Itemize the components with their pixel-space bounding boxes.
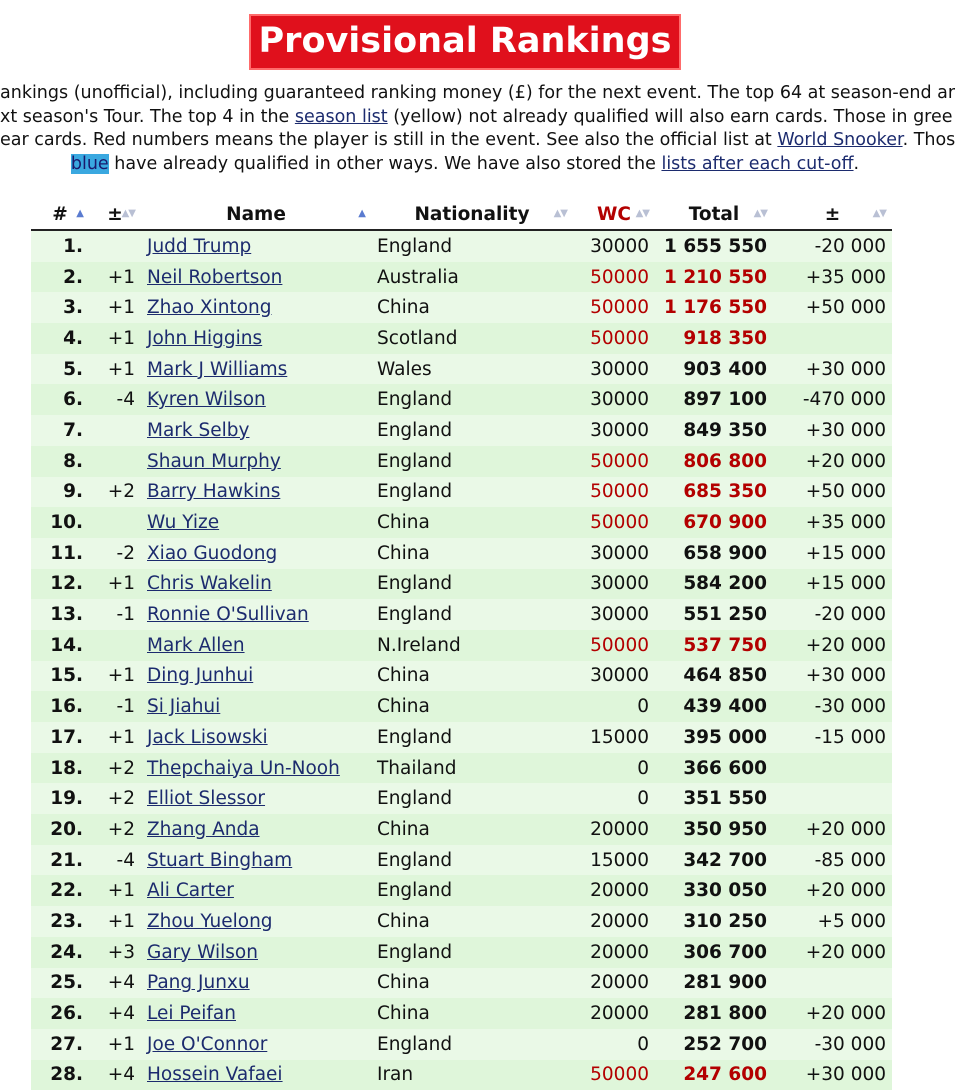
table-row bbox=[31, 292, 892, 323]
player-link[interactable]: Gary Wilson bbox=[147, 941, 258, 963]
nationality-cell: China bbox=[371, 538, 573, 569]
nationality-cell: China bbox=[371, 998, 573, 1029]
table-row bbox=[31, 661, 892, 692]
total-cell: 350 950 bbox=[655, 814, 773, 845]
diff-cell: +35 000 bbox=[773, 507, 892, 538]
change-cell bbox=[89, 415, 141, 446]
wc-cell: 30000 bbox=[573, 569, 655, 600]
total-cell: 918 350 bbox=[655, 323, 773, 354]
name-cell bbox=[141, 477, 371, 508]
header-nationality-label: Nationality bbox=[414, 203, 530, 225]
wc-cell: 50000 bbox=[573, 1060, 655, 1090]
wc-cell: 30000 bbox=[573, 661, 655, 692]
diff-cell: -85 000 bbox=[773, 845, 892, 876]
player-link[interactable]: Xiao Guodong bbox=[147, 542, 278, 564]
wc-cell: 50000 bbox=[573, 262, 655, 293]
wc-cell: 0 bbox=[573, 753, 655, 784]
table-row bbox=[31, 1060, 892, 1090]
name-cell bbox=[141, 753, 371, 784]
name-cell bbox=[141, 814, 371, 845]
change-cell bbox=[89, 630, 141, 661]
nationality-cell: China bbox=[371, 968, 573, 999]
table-row bbox=[31, 998, 892, 1029]
name-cell bbox=[141, 599, 371, 630]
table-row bbox=[31, 875, 892, 906]
name-cell bbox=[141, 446, 371, 477]
total-cell: 551 250 bbox=[655, 599, 773, 630]
intro-text-1: ankings (unofficial), including guaranteed ranking money (£) for the next event. The top 64 at season-end ar bbox=[0, 83, 955, 103]
rank-cell: 26. bbox=[31, 998, 89, 1029]
change-cell: +1 bbox=[89, 875, 141, 906]
change-cell bbox=[89, 230, 141, 262]
change-cell: -2 bbox=[89, 538, 141, 569]
change-cell: +1 bbox=[89, 1029, 141, 1060]
rank-cell: 4. bbox=[31, 323, 89, 354]
intro-line-1 bbox=[0, 82, 955, 106]
wc-cell: 30000 bbox=[573, 354, 655, 385]
table-row bbox=[31, 722, 892, 753]
wc-cell: 50000 bbox=[573, 446, 655, 477]
name-cell bbox=[141, 292, 371, 323]
diff-cell: +15 000 bbox=[773, 569, 892, 600]
table-row bbox=[31, 599, 892, 630]
nationality-cell: England bbox=[371, 722, 573, 753]
player-link[interactable]: Barry Hawkins bbox=[147, 481, 281, 503]
change-cell: +4 bbox=[89, 1060, 141, 1090]
change-cell: +2 bbox=[89, 814, 141, 845]
player-link[interactable]: Stuart Bingham bbox=[147, 849, 293, 871]
name-cell bbox=[141, 538, 371, 569]
diff-cell: -20 000 bbox=[773, 599, 892, 630]
table-row bbox=[31, 630, 892, 661]
nationality-cell: China bbox=[371, 661, 573, 692]
name-cell bbox=[141, 661, 371, 692]
change-cell: -1 bbox=[89, 691, 141, 722]
table-row bbox=[31, 569, 892, 600]
total-cell: 897 100 bbox=[655, 384, 773, 415]
rank-cell: 19. bbox=[31, 783, 89, 814]
change-cell: +4 bbox=[89, 968, 141, 999]
rank-cell: 17. bbox=[31, 722, 89, 753]
total-cell: 464 850 bbox=[655, 661, 773, 692]
wc-cell: 20000 bbox=[573, 968, 655, 999]
rank-cell: 13. bbox=[31, 599, 89, 630]
header-total[interactable] bbox=[655, 199, 773, 230]
nationality-cell: China bbox=[371, 507, 573, 538]
diff-cell: +50 000 bbox=[773, 477, 892, 508]
change-cell: +1 bbox=[89, 569, 141, 600]
name-cell bbox=[141, 415, 371, 446]
table-row bbox=[31, 507, 892, 538]
change-cell: -4 bbox=[89, 845, 141, 876]
total-cell: 903 400 bbox=[655, 354, 773, 385]
nationality-cell: China bbox=[371, 292, 573, 323]
table-row bbox=[31, 1029, 892, 1060]
total-cell: 670 900 bbox=[655, 507, 773, 538]
rank-cell: 1. bbox=[31, 230, 89, 262]
rank-cell: 14. bbox=[31, 630, 89, 661]
diff-cell: +20 000 bbox=[773, 630, 892, 661]
table-row bbox=[31, 446, 892, 477]
nationality-cell: China bbox=[371, 691, 573, 722]
sort-icon: ▲▼ bbox=[872, 208, 886, 219]
header-name[interactable] bbox=[141, 199, 371, 230]
intro-line-2 bbox=[0, 106, 953, 130]
wc-cell: 20000 bbox=[573, 875, 655, 906]
total-cell: 252 700 bbox=[655, 1029, 773, 1060]
player-link[interactable]: Lei Peifan bbox=[147, 1003, 236, 1025]
table-row bbox=[31, 783, 892, 814]
player-link[interactable]: Mark Selby bbox=[147, 419, 250, 441]
diff-cell: +20 000 bbox=[773, 937, 892, 968]
cutoff-lists-link[interactable]: lists after each cut-off bbox=[661, 153, 854, 174]
total-cell: 1 655 550 bbox=[655, 230, 773, 262]
diff-cell: +30 000 bbox=[773, 661, 892, 692]
nationality-cell: England bbox=[371, 875, 573, 906]
nationality-cell: England bbox=[371, 477, 573, 508]
player-link[interactable]: Thepchaiya Un-Nooh bbox=[147, 757, 340, 779]
nationality-cell: Iran bbox=[371, 1060, 573, 1090]
nationality-cell: China bbox=[371, 906, 573, 937]
diff-cell: +50 000 bbox=[773, 292, 892, 323]
name-cell bbox=[141, 875, 371, 906]
header-wc-label: WC bbox=[597, 203, 631, 225]
header-change[interactable] bbox=[89, 199, 141, 230]
player-link[interactable]: Ding Junhui bbox=[147, 665, 254, 687]
name-cell bbox=[141, 691, 371, 722]
name-cell bbox=[141, 1060, 371, 1090]
name-cell bbox=[141, 323, 371, 354]
intro-text-2a: xt season's Tour. The top 4 in the bbox=[0, 106, 295, 127]
name-cell bbox=[141, 845, 371, 876]
intro-text-2b: (yellow) not already qualified will also earn cards. Those in gree bbox=[387, 106, 953, 127]
rank-cell: 21. bbox=[31, 845, 89, 876]
rank-cell: 22. bbox=[31, 875, 89, 906]
change-cell: -1 bbox=[89, 599, 141, 630]
header-diff-label: ± bbox=[824, 203, 841, 225]
change-cell: +1 bbox=[89, 292, 141, 323]
rank-cell: 9. bbox=[31, 477, 89, 508]
player-link[interactable]: Zhang Anda bbox=[147, 818, 260, 840]
rank-cell: 18. bbox=[31, 753, 89, 784]
nationality-cell: England bbox=[371, 783, 573, 814]
wc-cell: 50000 bbox=[573, 630, 655, 661]
header-wc[interactable] bbox=[573, 199, 655, 230]
change-cell: +2 bbox=[89, 477, 141, 508]
nationality-cell: England bbox=[371, 845, 573, 876]
wc-cell: 50000 bbox=[573, 323, 655, 354]
diff-cell: +15 000 bbox=[773, 538, 892, 569]
rank-cell: 23. bbox=[31, 906, 89, 937]
sort-asc-icon: ▲ bbox=[358, 208, 365, 219]
name-cell bbox=[141, 569, 371, 600]
player-link[interactable]: Zhao Xintong bbox=[147, 297, 272, 319]
table-row bbox=[31, 906, 892, 937]
header-total-label: Total bbox=[688, 203, 740, 225]
player-link[interactable]: Ali Carter bbox=[147, 880, 234, 902]
name-cell bbox=[141, 1029, 371, 1060]
intro-text bbox=[0, 82, 955, 176]
sort-icon: ▲▼ bbox=[635, 208, 649, 219]
total-cell: 439 400 bbox=[655, 691, 773, 722]
total-cell: 351 550 bbox=[655, 783, 773, 814]
diff-cell: -30 000 bbox=[773, 691, 892, 722]
wc-cell: 50000 bbox=[573, 477, 655, 508]
header-change-label: ± bbox=[107, 203, 123, 225]
nationality-cell: England bbox=[371, 415, 573, 446]
nationality-cell: China bbox=[371, 814, 573, 845]
player-link[interactable]: Mark J Williams bbox=[147, 358, 288, 380]
rank-cell: 5. bbox=[31, 354, 89, 385]
table-row bbox=[31, 968, 892, 999]
total-cell: 366 600 bbox=[655, 753, 773, 784]
player-link[interactable]: Elliot Slessor bbox=[147, 788, 266, 810]
player-link[interactable]: Neil Robertson bbox=[147, 266, 283, 288]
table-row bbox=[31, 937, 892, 968]
nationality-cell: N.Ireland bbox=[371, 630, 573, 661]
player-link[interactable]: Jack Lisowski bbox=[147, 726, 268, 748]
total-cell: 806 800 bbox=[655, 446, 773, 477]
rank-cell: 11. bbox=[31, 538, 89, 569]
wc-cell: 30000 bbox=[573, 538, 655, 569]
wc-cell: 30000 bbox=[573, 599, 655, 630]
wc-cell: 30000 bbox=[573, 230, 655, 262]
table-row bbox=[31, 354, 892, 385]
table-row bbox=[31, 230, 892, 262]
change-cell: +1 bbox=[89, 906, 141, 937]
nationality-cell: Scotland bbox=[371, 323, 573, 354]
change-cell bbox=[89, 507, 141, 538]
header-diff[interactable] bbox=[773, 199, 892, 230]
nationality-cell: England bbox=[371, 446, 573, 477]
name-cell bbox=[141, 354, 371, 385]
diff-cell: -470 000 bbox=[773, 384, 892, 415]
player-link[interactable]: Kyren Wilson bbox=[147, 389, 266, 411]
player-link[interactable]: Si Jiahui bbox=[147, 696, 221, 718]
total-cell: 281 900 bbox=[655, 968, 773, 999]
name-cell bbox=[141, 998, 371, 1029]
name-cell bbox=[141, 937, 371, 968]
sort-icon: ▲▼ bbox=[753, 208, 767, 219]
title-wrap bbox=[0, 14, 930, 70]
diff-cell bbox=[773, 323, 892, 354]
diff-cell bbox=[773, 753, 892, 784]
nationality-cell: England bbox=[371, 937, 573, 968]
nationality-cell: England bbox=[371, 599, 573, 630]
diff-cell bbox=[773, 783, 892, 814]
change-cell: +1 bbox=[89, 722, 141, 753]
rank-cell: 16. bbox=[31, 691, 89, 722]
change-cell: +4 bbox=[89, 998, 141, 1029]
nationality-cell: Wales bbox=[371, 354, 573, 385]
rank-cell: 25. bbox=[31, 968, 89, 999]
player-link[interactable]: Zhou Yuelong bbox=[147, 910, 273, 932]
nationality-cell: England bbox=[371, 569, 573, 600]
name-cell bbox=[141, 230, 371, 262]
total-cell: 1 176 550 bbox=[655, 292, 773, 323]
total-cell: 330 050 bbox=[655, 875, 773, 906]
sort-icon: ▲▼ bbox=[553, 208, 567, 219]
player-link[interactable]: Shaun Murphy bbox=[147, 450, 281, 472]
table-body bbox=[31, 230, 892, 1090]
wc-cell: 20000 bbox=[573, 814, 655, 845]
rank-cell: 10. bbox=[31, 507, 89, 538]
total-cell: 281 800 bbox=[655, 998, 773, 1029]
nationality-cell: Thailand bbox=[371, 753, 573, 784]
diff-cell: +20 000 bbox=[773, 875, 892, 906]
player-link[interactable]: Hossein Vafaei bbox=[147, 1064, 283, 1086]
diff-cell: +30 000 bbox=[773, 1060, 892, 1090]
name-cell bbox=[141, 906, 371, 937]
diff-cell: +5 000 bbox=[773, 906, 892, 937]
wc-cell: 20000 bbox=[573, 998, 655, 1029]
name-cell bbox=[141, 968, 371, 999]
intro-line-4 bbox=[0, 153, 930, 177]
rank-cell: 20. bbox=[31, 814, 89, 845]
total-cell: 658 900 bbox=[655, 538, 773, 569]
rank-cell: 3. bbox=[31, 292, 89, 323]
table-row bbox=[31, 814, 892, 845]
table-row bbox=[31, 323, 892, 354]
rank-cell: 12. bbox=[31, 569, 89, 600]
wc-cell: 50000 bbox=[573, 507, 655, 538]
table-row bbox=[31, 477, 892, 508]
change-cell: +1 bbox=[89, 323, 141, 354]
name-cell bbox=[141, 262, 371, 293]
name-cell bbox=[141, 722, 371, 753]
player-link[interactable]: Pang Junxu bbox=[147, 972, 250, 994]
diff-cell: -15 000 bbox=[773, 722, 892, 753]
change-cell: +2 bbox=[89, 783, 141, 814]
sort-icon: ▲▼ bbox=[121, 208, 135, 219]
nationality-cell: England bbox=[371, 230, 573, 262]
diff-cell bbox=[773, 968, 892, 999]
table-row bbox=[31, 415, 892, 446]
total-cell: 685 350 bbox=[655, 477, 773, 508]
name-cell bbox=[141, 630, 371, 661]
wc-cell: 20000 bbox=[573, 906, 655, 937]
intro-text-4b: . bbox=[853, 153, 860, 174]
change-cell bbox=[89, 446, 141, 477]
intro-text-3b: . Thos bbox=[902, 130, 955, 150]
wc-cell: 15000 bbox=[573, 722, 655, 753]
rank-cell: 8. bbox=[31, 446, 89, 477]
nationality-cell: England bbox=[371, 1029, 573, 1060]
table-row bbox=[31, 691, 892, 722]
wc-cell: 50000 bbox=[573, 292, 655, 323]
header-row bbox=[31, 199, 892, 230]
rank-cell: 24. bbox=[31, 937, 89, 968]
rank-cell: 6. bbox=[31, 384, 89, 415]
change-cell: +1 bbox=[89, 354, 141, 385]
intro-line-3 bbox=[0, 129, 955, 153]
player-link[interactable]: John Higgins bbox=[147, 327, 263, 349]
diff-cell: +20 000 bbox=[773, 814, 892, 845]
diff-cell: -20 000 bbox=[773, 230, 892, 262]
nationality-cell: England bbox=[371, 384, 573, 415]
intro-text-3a: ear cards. Red numbers means the player is still in the event. See also the official list at bbox=[0, 130, 778, 150]
table-row bbox=[31, 262, 892, 293]
total-cell: 342 700 bbox=[655, 845, 773, 876]
rank-cell: 27. bbox=[31, 1029, 89, 1060]
change-cell: +1 bbox=[89, 262, 141, 293]
wc-cell: 15000 bbox=[573, 845, 655, 876]
wc-cell: 30000 bbox=[573, 415, 655, 446]
diff-cell: +30 000 bbox=[773, 354, 892, 385]
header-nationality[interactable] bbox=[371, 199, 573, 230]
name-cell bbox=[141, 384, 371, 415]
rank-cell: 15. bbox=[31, 661, 89, 692]
change-cell: +1 bbox=[89, 661, 141, 692]
table-row bbox=[31, 753, 892, 784]
header-rank-label: # bbox=[52, 203, 68, 225]
change-cell: -4 bbox=[89, 384, 141, 415]
wc-cell: 20000 bbox=[573, 937, 655, 968]
wc-cell: 0 bbox=[573, 1029, 655, 1060]
total-cell: 306 700 bbox=[655, 937, 773, 968]
header-name-label: Name bbox=[226, 203, 286, 225]
total-cell: 849 350 bbox=[655, 415, 773, 446]
diff-cell: +35 000 bbox=[773, 262, 892, 293]
sort-asc-icon: ▲ bbox=[76, 208, 83, 219]
player-link[interactable]: Wu Yize bbox=[147, 512, 220, 534]
season-list-link[interactable]: season list bbox=[294, 106, 388, 127]
page-title: Provisional Rankings bbox=[249, 14, 682, 70]
total-cell: 395 000 bbox=[655, 722, 773, 753]
total-cell: 310 250 bbox=[655, 906, 773, 937]
diff-cell: +20 000 bbox=[773, 998, 892, 1029]
rankings-table bbox=[31, 199, 892, 1090]
diff-cell: +20 000 bbox=[773, 446, 892, 477]
table-row bbox=[31, 538, 892, 569]
name-cell bbox=[141, 783, 371, 814]
player-link[interactable]: Mark Allen bbox=[147, 634, 245, 656]
wc-cell: 0 bbox=[573, 691, 655, 722]
change-cell: +2 bbox=[89, 753, 141, 784]
intro-text-4a: have already qualified in other ways. We have also stored the bbox=[108, 153, 662, 174]
player-link[interactable]: Joe O'Connor bbox=[147, 1033, 268, 1055]
player-link[interactable]: Ronnie O'Sullivan bbox=[147, 604, 309, 626]
player-link[interactable]: Judd Trump bbox=[147, 235, 252, 257]
table-row bbox=[31, 384, 892, 415]
player-link[interactable]: Chris Wakelin bbox=[147, 573, 272, 595]
name-cell bbox=[141, 507, 371, 538]
blue-highlight: blue bbox=[70, 153, 109, 174]
total-cell: 584 200 bbox=[655, 569, 773, 600]
rank-cell: 2. bbox=[31, 262, 89, 293]
nationality-cell: Australia bbox=[371, 262, 573, 293]
world-snooker-link[interactable]: World Snooker bbox=[777, 130, 903, 150]
header-rank[interactable] bbox=[31, 199, 89, 230]
diff-cell: +30 000 bbox=[773, 415, 892, 446]
change-cell: +3 bbox=[89, 937, 141, 968]
total-cell: 247 600 bbox=[655, 1060, 773, 1090]
diff-cell: -30 000 bbox=[773, 1029, 892, 1060]
rank-cell: 28. bbox=[31, 1060, 89, 1090]
wc-cell: 30000 bbox=[573, 384, 655, 415]
table-row bbox=[31, 845, 892, 876]
total-cell: 537 750 bbox=[655, 630, 773, 661]
rank-cell: 7. bbox=[31, 415, 89, 446]
wc-cell: 0 bbox=[573, 783, 655, 814]
total-cell: 1 210 550 bbox=[655, 262, 773, 293]
